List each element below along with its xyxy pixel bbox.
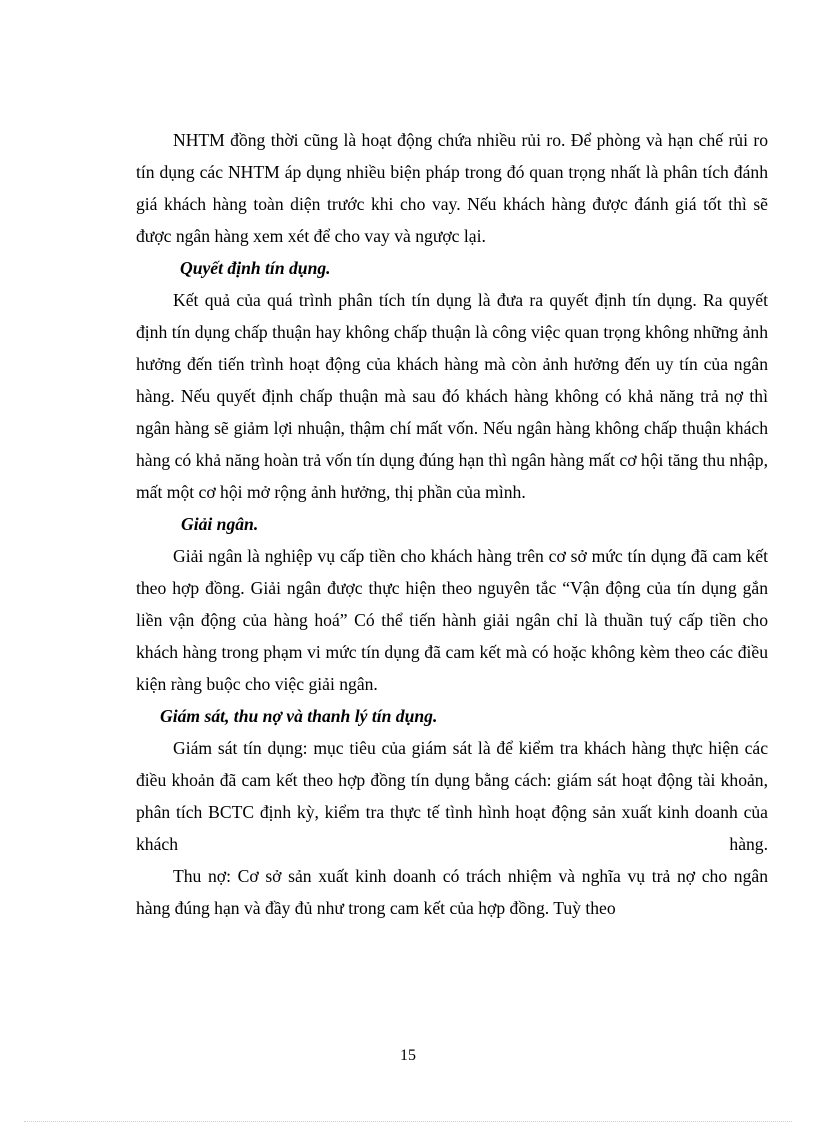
paragraph-disbursement: Giải ngân là nghiệp vụ cấp tiền cho khách hàng trên cơ sở mức tín dụng đã cam kết theo hợp đồng. Giải ngân được thực hiện theo nguyên tắc “Vận động của tín dụng gắn liền vận động của hàng hoá” Có thể tiến hành giải ngân chỉ là thuần tuý cấp tiền cho khách hàng trong phạm vi mức tín dụng đã cam kết mà có hoặc không kèm theo các điều kiện ràng buộc cho việc giải ngân. — [136, 546, 768, 694]
heading-credit-decision: Quyết định tín dụng. — [180, 258, 331, 278]
paragraph-monitoring: Giám sát tín dụng: mục tiêu của giám sát là để kiểm tra khách hàng thực hiện các điều khoản đã cam kết theo hợp đồng tín dụng bằng cách: giám sát hoạt động tài khoản, phân tích BCTC định kỳ, kiểm tra thực tế tình hình hoạt động sản xuất kinh doanh của khách hàng. — [136, 738, 768, 854]
page-body — [136, 124, 768, 924]
paragraph-credit-decision: Kết quả của quá trình phân tích tín dụng là đưa ra quyết định tín dụng. Ra quyết định tín dụng chấp thuận hay không chấp thuận là công việc quan trọng không những ảnh hưởng đến tiến trình hoạt động của khách hàng mà còn ảnh hưởng đến uy tín của ngân hàng. Nếu quyết định chấp thuận mà sau đó khách hàng không có khả năng trả nợ thì ngân hàng sẽ giảm lợi nhuận, thậm chí mất vốn. Nếu ngân hàng không chấp thuận khách hàng có khả năng hoàn trả vốn tín dụng đúng hạn thì ngân hàng mất cơ hội tăng thu nhập, mất một cơ hội mở rộng ảnh hưởng, thị phần của mình. — [136, 290, 768, 502]
heading-monitoring: Giám sát, thu nợ và thanh lý tín dụng. — [160, 706, 438, 726]
paragraph-risk-intro: NHTM đồng thời cũng là hoạt động chứa nhiều rủi ro. Để phòng và hạn chế rủi ro tín dụng các NHTM áp dụng nhiều biện pháp trong đó quan trọng nhất là phân tích đánh giá khách hàng toàn diện trước khi cho vay. Nếu khách hàng được đánh giá tốt thì sẽ được ngân hàng xem xét để cho vay và ngược lại. — [136, 130, 768, 246]
heading-disbursement: Giải ngân. — [181, 514, 259, 534]
paragraph-debt-collection: Thu nợ: Cơ sở sản xuất kinh doanh có trách nhiệm và nghĩa vụ trả nợ cho ngân hàng đúng hạn và đầy đủ như trong cam kết của hợp đồng. Tuỳ theo — [136, 866, 768, 918]
page-number: 15 — [400, 1047, 416, 1064]
page-bottom-divider — [24, 1121, 792, 1122]
